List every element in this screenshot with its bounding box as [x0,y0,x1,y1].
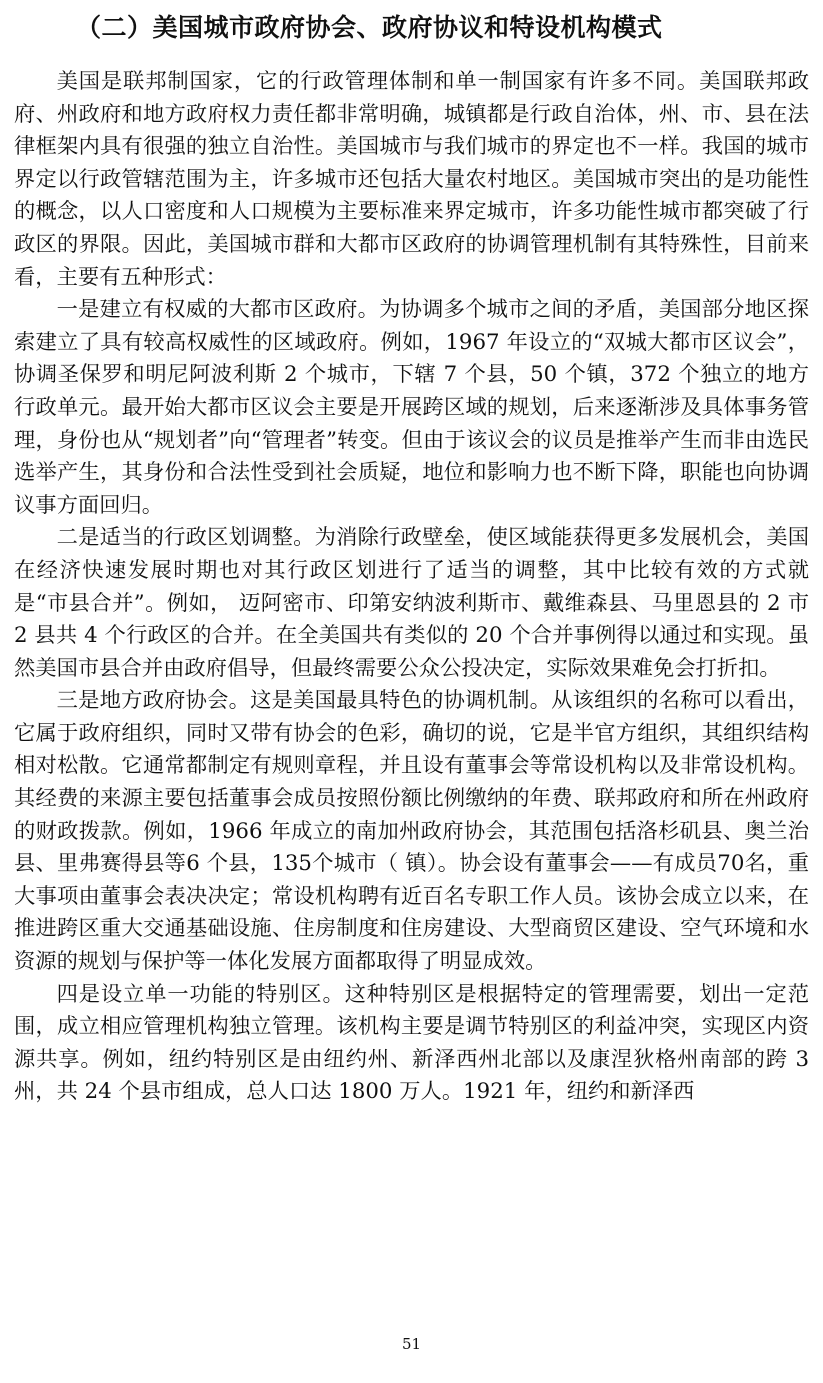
paragraph-metropolitan-government: 一是建立有权威的大都市区政府。为协调多个城市之间的矛盾，美国部分地区探索建立了具有较高权威性的区域政府。例如，1967 年设立的“双城大都市区议会”， 协调圣保罗和明尼阿波利斯 2 个城市，下辖 7 个县，50 个镇，372 个独立的地方行政单元。最开始大都市区议会主要是开展跨区域的规划，后来逐渐涉及具体事务管理，身份也从“规划者”向“管理者”转变。但由于该议会的议员是推举产生而非由选民选举产生，其身份和合法性受到社会质疑，地位和影响力也不断下降，职能也向协调议事方面回归。 [14,297,809,518]
document-page [14,8,809,1109]
paragraph-council-of-governments: 三是地方政府协会。这是美国最具特色的协调机制。从该组织的名称可以看出，它属于政府组织，同时又带有协会的色彩，确切的说，它是半官方组织，其组织结构相对松散。它通常都制定有规则章程，并且设有董事会等常设机构以及非常设机构。其经费的来源主要包括董事会成员按照份额比例缴纳的年费、联邦政府和所在州政府的财政拨款。例如，1966 年成立的南加州政府协会，其范围包括洛杉矶县、奥兰治县、里弗赛得县等6 个县，135个城市（ 镇）。协会设有董事会——有成员70名，重大事项由董事会表决决定；常设机构聘有近百名专职工作人员。该协会成立以来，在推进跨区重大交通基础设施、住房制度和住房建设、大型商贸区建设、空气环境和水资源的规划与保护等一体化发展方面都取得了明显成效。 [14,688,809,975]
page-number: 51 [401,1335,422,1353]
paragraph-special-district: 四是设立单一功能的特别区。这种特别区是根据特定的管理需要，划出一定范围，成立相应管理机构独立管理。该机构主要是调节特别区的利益冲突，实现区内资源共享。例如，纽约特别区是由纽约州、新泽西州北部以及康涅狄格州南部的跨 3 州，共 24 个县市组成，总人口达 1800 万人。1921 年，纽约和新泽西 [14,981,809,1105]
paragraph-administrative-division-adjustment: 二是适当的行政区划调整。为消除行政壁垒，使区域能获得更多发展机会，美国在经济快速发展时期也对其行政区划进行了适当的调整，其中比较有效的方式就是“市县合并”。例如， 迈阿密市、印第安纳波利斯市、戴维森县、马里恩县的 2 市 2 县共 4 个行政区的合并。在全美国共有类似的 20 个合并事例得以通过和实现。虽然美国市县合并由政府倡导，但最终需要公众公投决定，实际效果难免会打折扣。 [14,525,809,681]
section-heading: （二）美国城市政府协会、政府协议和特设机构模式 [76,13,663,42]
paragraph-intro: 美国是联邦制国家，它的行政管理体制和单一制国家有许多不同。美国联邦政府、州政府和地方政府权力责任都非常明确，城镇都是行政自治体，州、市、县在法律框架内具有很强的独立自治性。美国城市与我们城市的界定也不一样。我国的城市界定以行政管辖范围为主，许多城市还包括大量农村地区。美国城市突出的是功能性的概念，以人口密度和人口规模为主要标准来界定城市，许多功能性城市都突破了行政区的界限。因此，美国城市群和大都市区政府的协调管理机制有其特殊性，目前来看，主要有五种形式： [14,69,809,290]
